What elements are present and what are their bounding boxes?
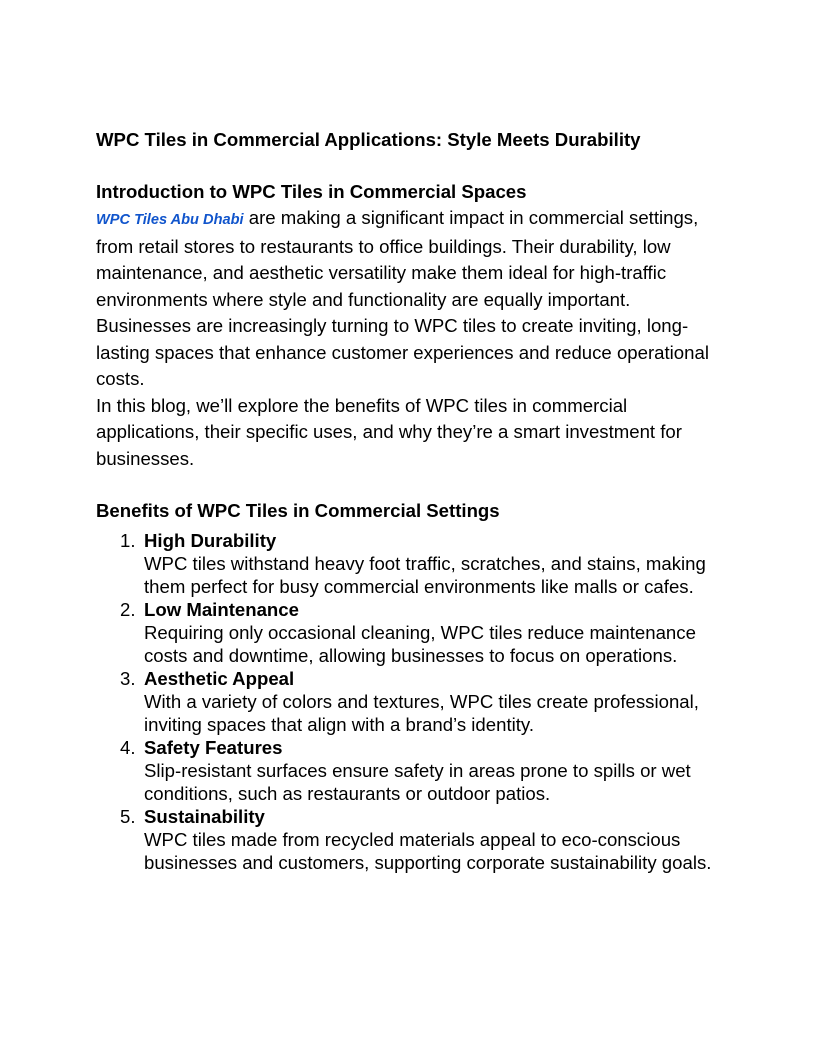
intro-heading: Introduction to WPC Tiles in Commercial Spaces xyxy=(96,181,527,202)
benefit-description: With a variety of colors and textures, WPC tiles create professional, inviting spaces that align with a brand’s identity. xyxy=(144,691,699,735)
intro-paragraph-2: In this blog, we’ll explore the benefits of WPC tiles in commercial applications, their specific uses, and why they’re a smart investment for businesses. xyxy=(96,394,682,469)
benefit-description: Slip-resistant surfaces ensure safety in areas prone to spills or wet conditions, such as restaurants or outdoor patios. xyxy=(144,760,691,804)
benefits-list xyxy=(96,529,726,874)
benefit-number: 2. xyxy=(120,599,136,620)
benefit-description: WPC tiles made from recycled materials appeal to eco-conscious businesses and customers, supporting corporate sustainability goals. xyxy=(144,829,712,873)
benefit-number: 1. xyxy=(120,530,136,551)
benefit-title: Aesthetic Appeal xyxy=(144,668,295,689)
benefit-number: 5. xyxy=(120,806,136,827)
benefit-title: Safety Features xyxy=(144,737,283,758)
benefit-title: Sustainability xyxy=(144,806,265,827)
benefit-item xyxy=(96,805,726,874)
benefit-item xyxy=(96,529,726,598)
document-title: WPC Tiles in Commercial Applications: Style Meets Durability xyxy=(96,129,641,150)
benefit-item xyxy=(96,736,726,805)
wpc-tiles-abu-dhabi-link[interactable]: WPC Tiles Abu Dhabi xyxy=(96,212,244,228)
benefits-heading: Benefits of WPC Tiles in Commercial Settings xyxy=(96,500,500,521)
benefit-description: Requiring only occasional cleaning, WPC tiles reduce maintenance costs and downtime, allowing businesses to focus on operations. xyxy=(144,622,696,666)
benefit-description: WPC tiles withstand heavy foot traffic, scratches, and stains, making them perfect for busy commercial environments like malls or cafes. xyxy=(144,553,706,597)
benefit-item xyxy=(96,598,726,667)
intro-paragraph-1-text: are making a significant impact in commercial settings, from retail stores to restaurants to office buildings. Their durability, low maintenance, and aesthetic versatility make them ideal for high-traffic environments where style and functionality are equally important. Businesses are increasingly turning to WPC tiles to create inviting, long-lasting spaces that enhance customer experiences and reduce operational costs. xyxy=(96,207,709,389)
benefit-number: 4. xyxy=(120,737,136,758)
document-page xyxy=(96,127,726,874)
benefit-number: 3. xyxy=(120,668,136,689)
benefit-title: Low Maintenance xyxy=(144,599,299,620)
benefit-item xyxy=(96,667,726,736)
benefit-title: High Durability xyxy=(144,530,277,551)
intro-paragraph-1 xyxy=(96,205,726,393)
